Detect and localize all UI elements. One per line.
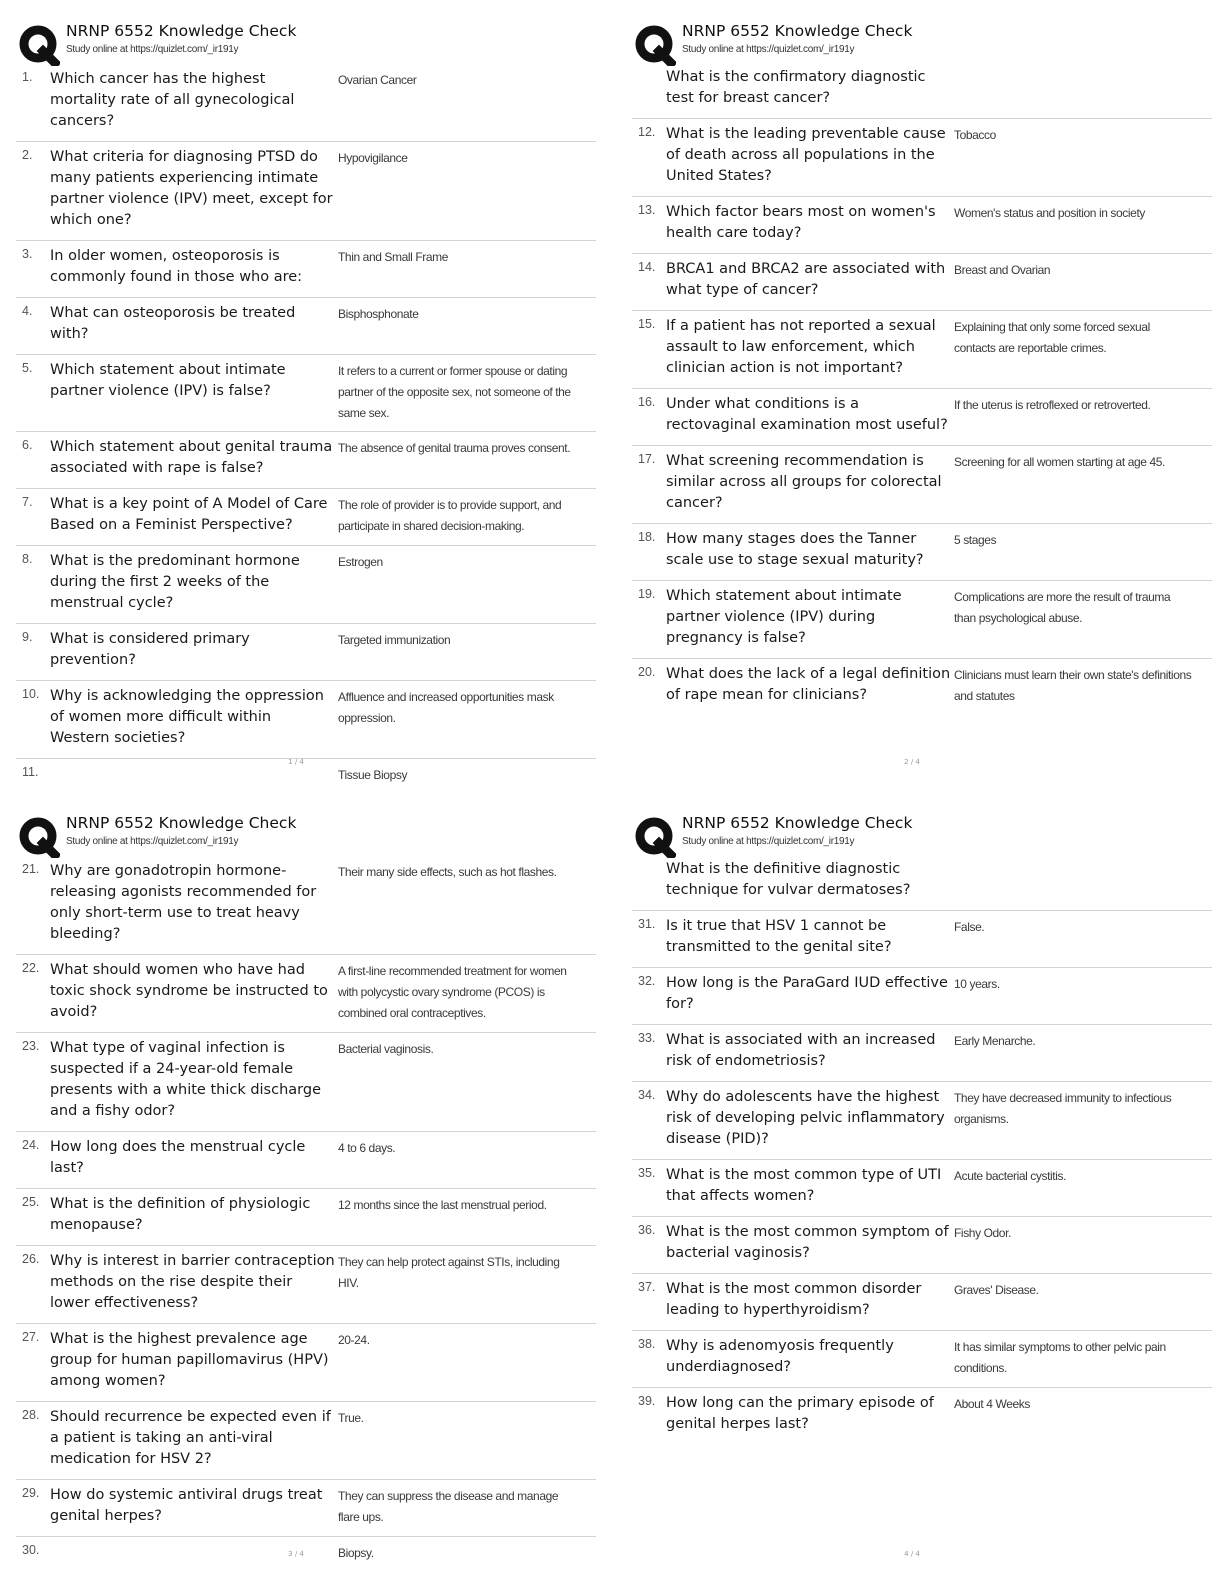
- card-answer: Acute bacterial cystitis.: [954, 1169, 1067, 1183]
- card-question: BRCA1 and BRCA2 are associated with what type of cancer?: [666, 261, 946, 298]
- card-answer: Hypovigilance: [338, 151, 408, 165]
- study-link[interactable]: Study online at https://quizlet.com/_ir191y: [66, 44, 239, 55]
- card-number: 14.: [638, 260, 656, 274]
- card-number: 8.: [22, 552, 33, 566]
- flashcard-row: [16, 355, 596, 432]
- card-answer: 10 years.: [954, 977, 1000, 991]
- card-answer: They can suppress the disease and manage flare ups.: [338, 1489, 559, 1524]
- card-question: How do systemic antiviral drugs treat genital herpes?: [50, 1487, 323, 1524]
- card-number: 4.: [22, 304, 33, 318]
- flashcard-row: [16, 624, 596, 681]
- page-header: [16, 812, 596, 856]
- card-number: 12.: [638, 125, 656, 139]
- quizlet-logo-icon: [634, 24, 676, 66]
- card-number: 38.: [638, 1337, 656, 1351]
- card-question: What is the definitive diagnostic technique for vulvar dermatoses?: [666, 861, 911, 898]
- flashcard-row: [632, 1025, 1212, 1082]
- flashcard-row: [16, 1402, 596, 1480]
- flashcard-row: [632, 1217, 1212, 1274]
- flashcard-row: [632, 1388, 1212, 1444]
- flashcard-row: [632, 311, 1212, 389]
- flashcard-list: [632, 64, 1212, 715]
- card-number: 17.: [638, 452, 656, 466]
- card-question: Which factor bears most on women's health care today?: [666, 204, 936, 241]
- flashcard-list: [16, 856, 596, 1572]
- card-number: 22.: [22, 961, 40, 975]
- card-number: 2.: [22, 148, 33, 162]
- card-answer: Women's status and position in society: [954, 206, 1145, 220]
- flashcard-row: [16, 1246, 596, 1324]
- card-answer: Graves' Disease.: [954, 1283, 1039, 1297]
- page-title: NRNP 6552 Knowledge Check: [66, 814, 297, 832]
- page-number: 3 / 4: [288, 1550, 304, 1558]
- card-number: 6.: [22, 438, 33, 452]
- card-answer: The role of provider is to provide support, and participate in shared decision-making.: [338, 498, 562, 533]
- flashcard-row: [16, 142, 596, 241]
- card-answer: Targeted immunization: [338, 633, 451, 647]
- page-header: [632, 20, 1212, 64]
- flashcard-row: [16, 298, 596, 355]
- flashcard-row: [16, 1324, 596, 1402]
- card-question: Which statement about genital trauma associated with rape is false?: [50, 439, 333, 476]
- card-question: Which statement about intimate partner violence (IPV) is false?: [50, 362, 286, 399]
- card-number: 34.: [638, 1088, 656, 1102]
- flashcard-row: [16, 64, 596, 142]
- card-question: Why is adenomyosis frequently underdiagnosed?: [666, 1338, 894, 1375]
- card-question: Why is interest in barrier contraception methods on the rise despite their lower effectiveness?: [50, 1253, 335, 1311]
- card-number: 3.: [22, 247, 33, 261]
- card-number: 35.: [638, 1166, 656, 1180]
- page-1: [16, 20, 596, 780]
- card-answer: Clinicians must learn their own state's definitions and statutes: [954, 668, 1192, 703]
- card-answer: If the uterus is retroflexed or retroverted.: [954, 398, 1151, 412]
- card-question: What type of vaginal infection is suspected if a 24-year-old female presents with a white thick discharge and a fishy odor?: [50, 1040, 321, 1119]
- card-number: 7.: [22, 495, 33, 509]
- flashcard-list: [16, 64, 596, 794]
- card-answer: 12 months since the last menstrual period.: [338, 1198, 547, 1212]
- quizlet-logo-icon: [18, 816, 60, 858]
- flashcard-row: [16, 1189, 596, 1246]
- card-number: 5.: [22, 361, 33, 375]
- card-answer: The absence of genital trauma proves consent.: [338, 441, 571, 455]
- card-question: Which cancer has the highest mortality rate of all gynecological cancers?: [50, 71, 295, 129]
- flashcard-row: [632, 911, 1212, 968]
- card-number: 29.: [22, 1486, 40, 1500]
- flashcard-row: [16, 546, 596, 624]
- card-question: What is the most common type of UTI that affects women?: [666, 1167, 942, 1204]
- card-answer: Screening for all women starting at age 45.: [954, 455, 1165, 469]
- card-question: Why is acknowledging the oppression of women more difficult within Western societies?: [50, 688, 324, 746]
- card-number: 10.: [22, 687, 40, 701]
- flashcard-row: [16, 955, 596, 1033]
- flashcard-row: [632, 524, 1212, 581]
- flashcard-row: [632, 446, 1212, 524]
- card-number: 33.: [638, 1031, 656, 1045]
- card-number: 27.: [22, 1330, 40, 1344]
- card-number: 9.: [22, 630, 33, 644]
- card-answer: True.: [338, 1411, 364, 1425]
- card-number: 23.: [22, 1039, 40, 1053]
- flashcard-row: [16, 1480, 596, 1537]
- card-answer: Breast and Ovarian: [954, 263, 1051, 277]
- flashcard-row: [632, 856, 1212, 911]
- card-number: 1.: [22, 70, 33, 84]
- card-question: How long can the primary episode of genital herpes last?: [666, 1395, 934, 1432]
- flashcard-row: [632, 119, 1212, 197]
- flashcard-row: [16, 432, 596, 489]
- card-answer: False.: [954, 920, 985, 934]
- card-number: 26.: [22, 1252, 40, 1266]
- page-number: 1 / 4: [288, 758, 304, 766]
- card-number: 19.: [638, 587, 656, 601]
- card-answer: About 4 Weeks: [954, 1397, 1030, 1411]
- page-3: [16, 812, 596, 1572]
- card-answer: Fishy Odor.: [954, 1226, 1011, 1240]
- card-answer: Complications are more the result of trauma than psychological abuse.: [954, 590, 1171, 625]
- quizlet-logo-icon: [634, 816, 676, 858]
- card-number: 15.: [638, 317, 656, 331]
- card-question: How long does the menstrual cycle last?: [50, 1139, 306, 1176]
- page-header: [632, 812, 1212, 856]
- card-number: 37.: [638, 1280, 656, 1294]
- card-question: What is the definition of physiologic menopause?: [50, 1196, 311, 1233]
- card-question: What is associated with an increased risk of endometriosis?: [666, 1032, 936, 1069]
- flashcard-row: [632, 659, 1212, 715]
- card-answer: Estrogen: [338, 555, 383, 569]
- card-number: 31.: [638, 917, 656, 931]
- card-answer: It has similar symptoms to other pelvic pain conditions.: [954, 1340, 1166, 1375]
- card-question: Under what conditions is a rectovaginal examination most useful?: [666, 396, 948, 433]
- card-answer: Biopsy.: [338, 1546, 374, 1560]
- card-number: 30.: [22, 1543, 40, 1557]
- page-title: NRNP 6552 Knowledge Check: [682, 22, 913, 40]
- flashcard-row: [16, 856, 596, 955]
- card-question: Why are gonadotropin hormone-releasing agonists recommended for only short-term use to treat heavy bleeding?: [50, 863, 317, 942]
- flashcard-row: [16, 1033, 596, 1132]
- flashcard-row: [632, 389, 1212, 446]
- card-number: 16.: [638, 395, 656, 409]
- card-question: In older women, osteoporosis is commonly found in those who are:: [50, 248, 303, 285]
- flashcard-row: [632, 1160, 1212, 1217]
- study-link[interactable]: Study online at https://quizlet.com/_ir191y: [682, 836, 855, 847]
- flashcard-row: [16, 489, 596, 546]
- card-number: 36.: [638, 1223, 656, 1237]
- card-answer: Tissue Biopsy: [338, 768, 408, 782]
- flashcard-list: [632, 856, 1212, 1444]
- flashcard-row: [632, 254, 1212, 311]
- card-answer: 4 to 6 days.: [338, 1141, 396, 1155]
- card-answer: 5 stages: [954, 533, 997, 547]
- card-number: 32.: [638, 974, 656, 988]
- card-question: What is the predominant hormone during the first 2 weeks of the menstrual cycle?: [50, 553, 300, 611]
- card-number: 39.: [638, 1394, 656, 1408]
- card-question: What is the leading preventable cause of death across all populations in the United States?: [666, 126, 946, 184]
- page-number: 4 / 4: [904, 1550, 920, 1558]
- card-answer: 20-24.: [338, 1333, 370, 1347]
- card-answer: Explaining that only some forced sexual contacts are reportable crimes.: [954, 320, 1150, 355]
- page-title: NRNP 6552 Knowledge Check: [66, 22, 297, 40]
- flashcard-row: [632, 1331, 1212, 1388]
- card-question: How many stages does the Tanner scale use to stage sexual maturity?: [666, 531, 924, 568]
- card-answer: They have decreased immunity to infectious organisms.: [954, 1091, 1172, 1126]
- card-number: 21.: [22, 862, 40, 876]
- card-question: What can osteoporosis be treated with?: [50, 305, 296, 342]
- quizlet-logo-icon: [18, 24, 60, 66]
- card-number: 24.: [22, 1138, 40, 1152]
- card-question: Is it true that HSV 1 cannot be transmitted to the genital site?: [666, 918, 892, 955]
- card-answer: They can help protect against STIs, including HIV.: [338, 1255, 560, 1290]
- flashcard-row: [632, 1082, 1212, 1160]
- flashcard-row: [632, 1274, 1212, 1331]
- card-answer: Thin and Small Frame: [338, 250, 449, 264]
- card-answer: Early Menarche.: [954, 1034, 1036, 1048]
- page-4: [632, 812, 1212, 1572]
- study-link[interactable]: Study online at https://quizlet.com/_ir191y: [682, 44, 855, 55]
- card-answer: It refers to a current or former spouse or dating partner of the opposite sex, not someone of the same sex.: [338, 364, 571, 420]
- flashcard-row: [632, 968, 1212, 1025]
- card-number: 13.: [638, 203, 656, 217]
- card-number: 11.: [22, 765, 39, 779]
- card-question: What is the confirmatory diagnostic test for breast cancer?: [666, 69, 926, 106]
- page-number: 2 / 4: [904, 758, 920, 766]
- card-question: Should recurrence be expected even if a patient is taking an anti-viral medication for HSV 2?: [50, 1409, 331, 1467]
- card-question: What is the highest prevalence age group for human papillomavirus (HPV) among women?: [50, 1331, 329, 1389]
- flashcard-row: [16, 1132, 596, 1189]
- card-answer: A first-line recommended treatment for women with polycystic ovary syndrome (PCOS) is combined oral contraceptives.: [338, 964, 567, 1020]
- card-question: What does the lack of a legal definition of rape mean for clinicians?: [666, 666, 951, 703]
- card-question: What is the most common disorder leading to hyperthyroidism?: [666, 1281, 922, 1318]
- card-question: What is the most common symptom of bacterial vaginosis?: [666, 1224, 949, 1261]
- card-question: What should women who have had toxic shock syndrome be instructed to avoid?: [50, 962, 328, 1020]
- card-question: What criteria for diagnosing PTSD do many patients experiencing intimate partner violence (IPV) meet, except for which one?: [50, 149, 333, 228]
- card-answer: Tobacco: [954, 128, 996, 142]
- flashcard-row: [16, 241, 596, 298]
- card-question: If a patient has not reported a sexual assault to law enforcement, which clinician action is not important?: [666, 318, 936, 376]
- card-question: What is a key point of A Model of Care Based on a Feminist Perspective?: [50, 496, 328, 533]
- study-link[interactable]: Study online at https://quizlet.com/_ir191y: [66, 836, 239, 847]
- card-number: 20.: [638, 665, 656, 679]
- page-header: [16, 20, 596, 64]
- flashcard-row: [16, 681, 596, 759]
- flashcard-row: [632, 64, 1212, 119]
- card-number: 28.: [22, 1408, 40, 1422]
- card-answer: Affluence and increased opportunities mask oppression.: [338, 690, 554, 725]
- card-question: [50, 1540, 335, 1542]
- page-2: [632, 20, 1212, 780]
- page-title: NRNP 6552 Knowledge Check: [682, 814, 913, 832]
- flashcard-row: [632, 581, 1212, 659]
- card-number: 18.: [638, 530, 656, 544]
- card-answer: Ovarian Cancer: [338, 73, 417, 87]
- card-question: What is considered primary prevention?: [50, 631, 250, 668]
- card-question: How long is the ParaGard IUD effective for?: [666, 975, 948, 1012]
- card-answer: Bacterial vaginosis.: [338, 1042, 434, 1056]
- card-question: Which statement about intimate partner violence (IPV) during pregnancy is false?: [666, 588, 902, 646]
- flashcard-row: [632, 197, 1212, 254]
- card-question: What screening recommendation is similar across all groups for colorectal cancer?: [666, 453, 942, 511]
- card-question: Why do adolescents have the highest risk of developing pelvic inflammatory disease (PID)?: [666, 1089, 945, 1147]
- card-answer: Bisphosphonate: [338, 307, 419, 321]
- card-number: 25.: [22, 1195, 40, 1209]
- card-answer: Their many side effects, such as hot flashes.: [338, 865, 557, 879]
